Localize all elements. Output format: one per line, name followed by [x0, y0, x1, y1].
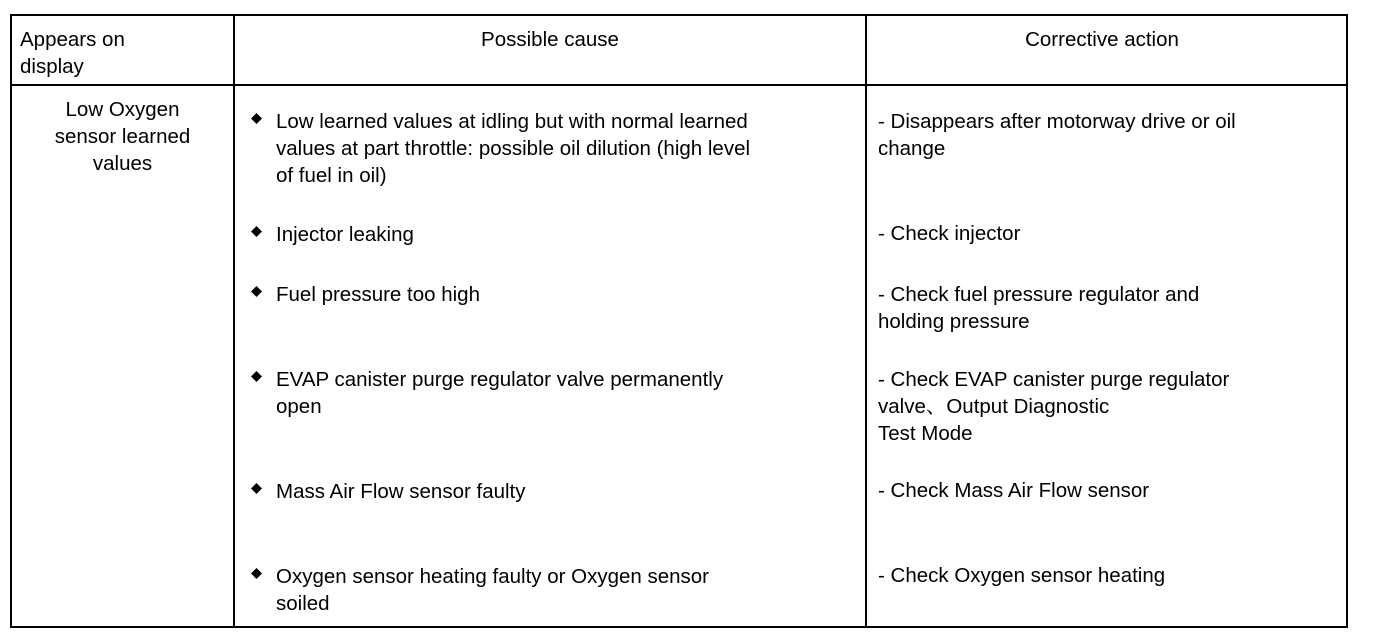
cause-text: Oxygen sensor heating faulty or Oxygen sensor soiled: [276, 565, 710, 615]
diamond-bullet-icon: [251, 286, 262, 297]
display-label: Low Oxygen sensor learned values: [54, 98, 191, 175]
diamond-bullet-icon: [251, 568, 262, 579]
diagnosis-table: [10, 14, 1348, 628]
action-text: - Disappears after motorway drive or oil change: [878, 110, 1236, 160]
header-corrective-action: Corrective action: [1025, 28, 1179, 51]
action-text: - Check injector: [878, 222, 1021, 245]
header-possible-cause: Possible cause: [481, 28, 619, 51]
header-appears-on-display: Appears on display: [20, 28, 125, 78]
action-text: - Check EVAP canister purge regulator valve、Output Diagnostic Test Mode: [878, 368, 1230, 445]
cause-text: Fuel pressure too high: [276, 283, 480, 306]
header-divider: [12, 84, 1346, 86]
cause-text: Mass Air Flow sensor faulty: [276, 480, 526, 503]
column-divider: [865, 16, 867, 626]
cause-text: Injector leaking: [276, 223, 414, 246]
cause-text: EVAP canister purge regulator valve permanently open: [276, 368, 724, 418]
column-divider: [233, 16, 235, 626]
action-text: - Check Oxygen sensor heating: [878, 564, 1166, 587]
diamond-bullet-icon: [251, 226, 262, 237]
action-text: - Check fuel pressure regulator and holding pressure: [878, 283, 1200, 333]
diamond-bullet-icon: [251, 113, 262, 124]
diamond-bullet-icon: [251, 483, 262, 494]
diamond-bullet-icon: [251, 371, 262, 382]
cause-text: Low learned values at idling but with normal learned values at part throttle: possible oil dilution (high level of fuel in oil): [276, 110, 751, 187]
action-text: - Check Mass Air Flow sensor: [878, 479, 1150, 502]
